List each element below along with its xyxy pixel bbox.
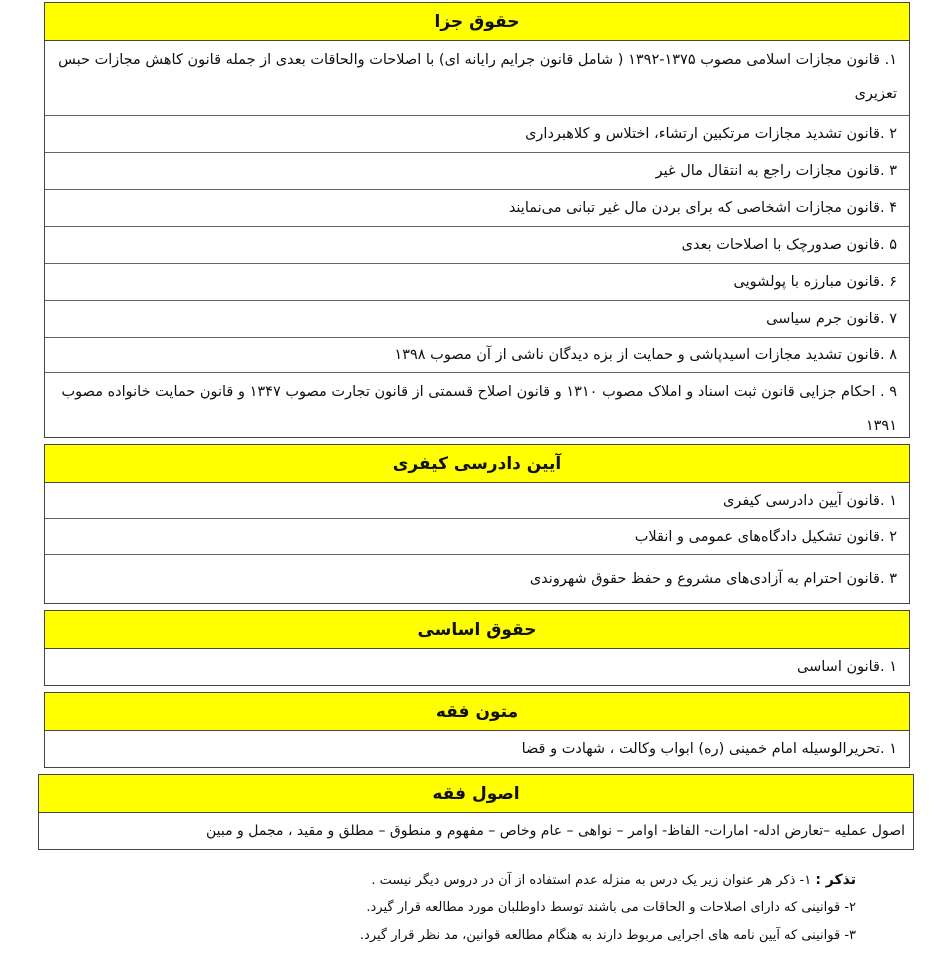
list-item: ۷ .قانون جرم سیاسی xyxy=(45,301,909,338)
list-item: ۵ .قانون صدورچک با اصلاحات بعدی xyxy=(45,227,909,264)
list-item: ۱. قانون مجازات اسلامی مصوب ۱۳۷۵-۱۳۹۲ ( شامل قانون جرایم رایانه ای) با اصلاحات والحاقات بعدی از جمله قانون کاهش مجازات حبس تعزیری xyxy=(45,41,909,116)
note-line-3: ۳- قوانینی که آیین نامه های اجرایی مربوط دارند به هنگام مطالعه قوانین، مد نظر قرار گیرد. xyxy=(359,928,856,943)
section-usul-fiqh xyxy=(38,774,914,850)
list-item: ۲ .قانون تشدید مجازات مرتکبین ارتشاء، اختلاس و کلاهبرداری xyxy=(45,116,909,153)
note-text-1: ۱- ذکر هر عنوان زیر یک درس به منزله عدم استفاده از آن در دروس دیگر نیست . xyxy=(371,873,812,888)
note-label: تذکر : xyxy=(815,872,856,888)
section-title: اصول فقه xyxy=(39,775,913,813)
list-item: ۶ .قانون مبارزه با پولشویی xyxy=(45,264,909,301)
section-title: متون فقه xyxy=(45,693,909,731)
list-item: ۱ .قانون اساسی xyxy=(797,659,897,675)
list-item: ۲ .قانون تشکیل دادگاه‌های عمومی و انقلاب xyxy=(45,519,909,555)
notes xyxy=(296,866,856,950)
section-constitutional-law xyxy=(44,610,910,686)
note-line-2: ۲- قوانینی که دارای اصلاحات و الحاقات می باشند توسط داوطلبان مورد مطالعه قرار گیرد. xyxy=(366,900,856,915)
section-title: حقوق جزا xyxy=(45,3,909,41)
note-line-1 xyxy=(296,866,856,894)
list-item: ۸ .قانون تشدید مجازات اسیدپاشی و حمایت از بزه دیدگان ناشی از آن مصوب ۱۳۹۸ xyxy=(45,338,909,373)
section-title: حقوق اساسی xyxy=(45,611,909,649)
list-item: ۳ .قانون مجازات راجع به انتقال مال غیر xyxy=(45,153,909,190)
section-criminal-law xyxy=(44,2,910,438)
list-item: ۱ .تحریرالوسیله امام خمینی (ره) ابواب وکالت ، شهادت و قضا xyxy=(521,741,897,757)
section-criminal-procedure xyxy=(44,444,910,604)
section-title: آیین دادرسی کیفری xyxy=(45,445,909,483)
list-item: ۱ .قانون آیین دادرسی کیفری xyxy=(45,483,909,519)
list-item: ۹ . احکام جزایی قانون ثبت اسناد و املاک مصوب ۱۳۱۰ و قانون اصلاح قسمتی از قانون تجارت مصوب ۱۳۴۷ و قانون حمایت خانواده مصوب ۱۳۹۱ xyxy=(61,384,897,434)
list-item: ۴ .قانون مجازات اشخاصی که برای بردن مال غیر تبانی می‌نمایند xyxy=(45,190,909,227)
section-fiqh-texts xyxy=(44,692,910,768)
list-item: اصول عملیه –تعارض ادله- امارات- الفاظ- اوامر – نواهی – عام وخاص – مفهوم و منطوق – مطلق و مقید ، مجمل و مبین xyxy=(206,823,905,839)
list-item: ۳ .قانون احترام به آزادی‌های مشروع و حفظ حقوق شهروندی xyxy=(529,571,897,587)
